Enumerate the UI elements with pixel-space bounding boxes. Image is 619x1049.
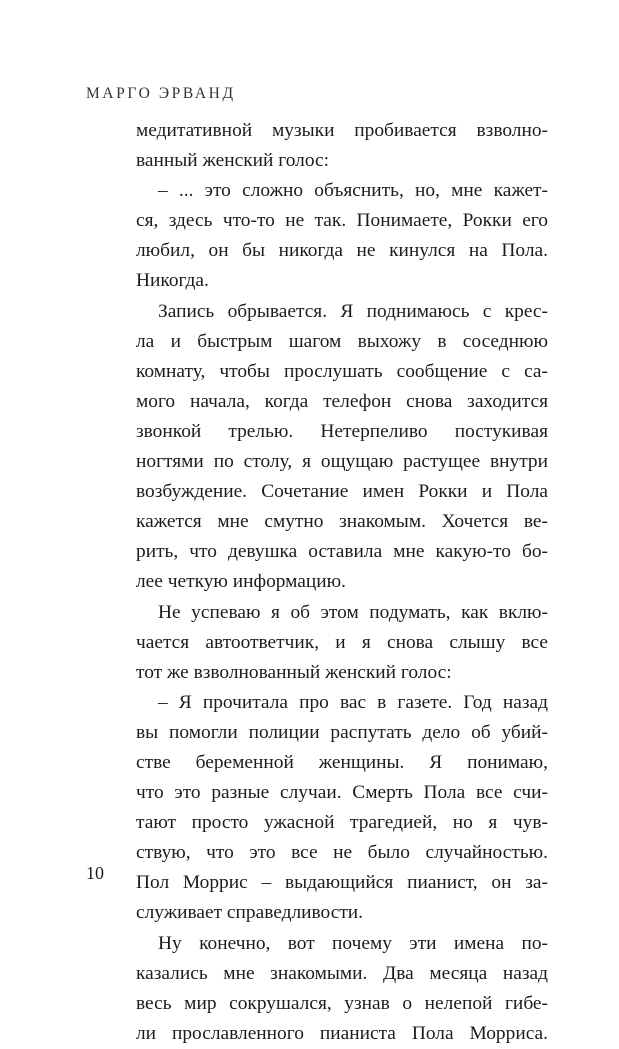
text-line: комнату, чтобы прослушать сообщение с са- bbox=[136, 360, 548, 382]
text-line: Пол Моррис – выдающийся пианист, он за- bbox=[136, 872, 548, 894]
text-line: чается автоответчик, и я снова слышу все bbox=[136, 631, 548, 653]
text-line: тот же взволнованный женский голос: bbox=[136, 661, 452, 683]
text-line: Не успеваю я об этом подумать, как вклю- bbox=[158, 601, 548, 623]
text-line: что это разные случаи. Смерть Пола все счи- bbox=[136, 782, 548, 804]
text-line: рить, что девушка оставила мне какую-то бо- bbox=[136, 541, 548, 563]
text-line: ствую, что это все не было случайностью. bbox=[136, 842, 548, 864]
text-line: тают просто ужасной трагедией, но я чув- bbox=[136, 812, 548, 834]
text-line: звонкой трелью. Нетерпеливо постукивая bbox=[136, 420, 548, 442]
text-line: казались мне знакомыми. Два месяца назад bbox=[136, 962, 548, 984]
text-line: Запись обрывается. Я поднимаюсь с крес- bbox=[158, 300, 548, 322]
text-line: любил, он бы никогда не кинулся на Пола. bbox=[136, 240, 548, 262]
text-line: лее четкую информацию. bbox=[136, 571, 346, 593]
text-line: вы помогли полиции распутать дело об убий- bbox=[136, 721, 548, 743]
text-line: – Я прочитала про вас в газете. Год назад bbox=[158, 691, 548, 713]
text-line: медитативной музыки пробивается взволно- bbox=[136, 120, 548, 141]
text-line: ла и быстрым шагом выхожу в соседнюю bbox=[136, 330, 548, 352]
text-line: – ... это сложно объяснить, но, мне кажет- bbox=[158, 180, 548, 202]
running-head: МАРГО ЭРВАНД bbox=[86, 85, 236, 102]
text-line: ногтями по столу, я ощущаю растущее внутри bbox=[136, 451, 548, 473]
text-line: Никогда. bbox=[136, 270, 209, 292]
text-line: стве беременной женщины. Я понимаю, bbox=[136, 751, 548, 773]
text-line: ли прославленного пианиста Пола Морриса. bbox=[136, 1022, 548, 1044]
page-number: 10 bbox=[86, 863, 104, 883]
text-line: мого начала, когда телефон снова заходится bbox=[136, 390, 548, 412]
text-line: весь мир сокрушался, узнав о нелепой гибе- bbox=[136, 992, 548, 1014]
text-line: ся, здесь что-то не так. Понимаете, Рокки его bbox=[136, 210, 548, 232]
text-line: возбуждение. Сочетание имен Рокки и Пола bbox=[136, 481, 548, 503]
text-line: ванный женский голос: bbox=[136, 150, 330, 172]
text-line: кажется мне смутно знакомым. Хочется ве- bbox=[136, 511, 548, 533]
text-line: Ну конечно, вот почему эти имена по- bbox=[158, 932, 548, 954]
text-line: служивает справедливости. bbox=[136, 902, 364, 924]
body-text bbox=[136, 116, 548, 1049]
